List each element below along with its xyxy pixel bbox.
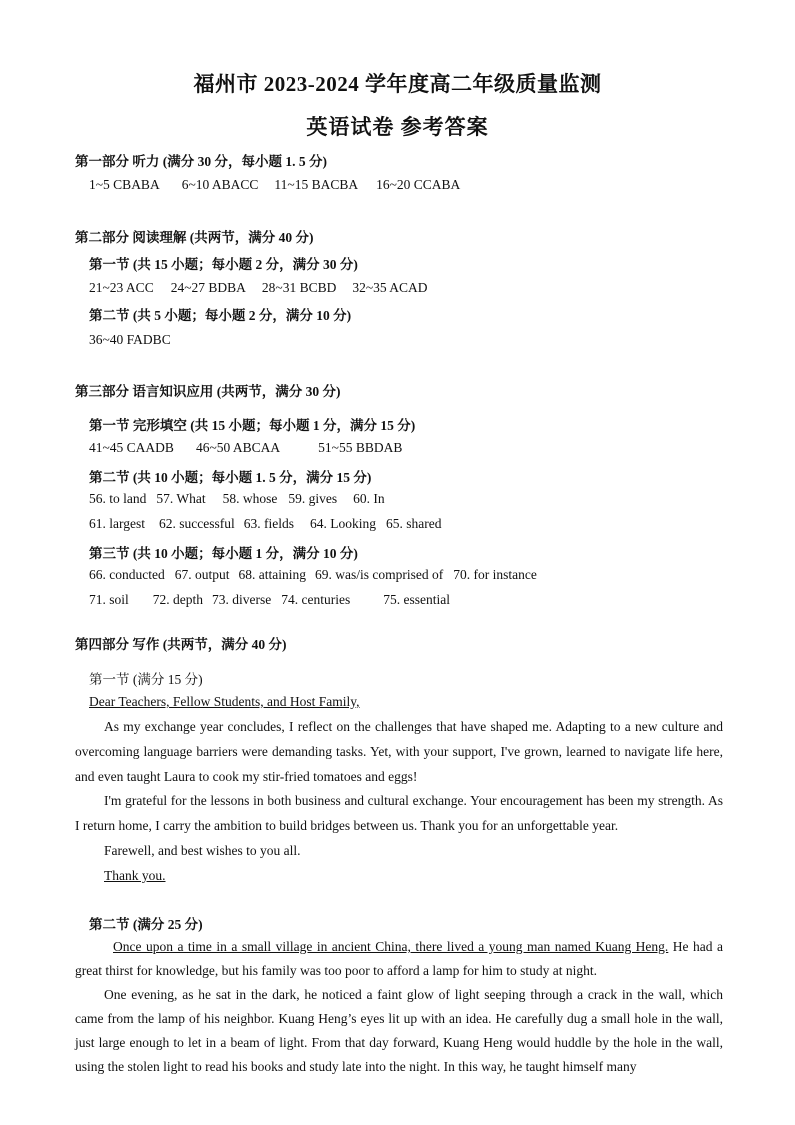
answer-group: 11~15 BACBA (274, 177, 359, 192)
answer-item: 71. soil (89, 592, 129, 607)
letter-paragraph: I'm grateful for the lessons in both business and cultural exchange. Your encouragement has been my strength. As I return home, I carry the ambition to build bridges between us. Thank you for an unforgettable year. (75, 793, 723, 834)
answer-item: 65. shared (385, 516, 442, 531)
part3-section2-row1 (89, 491, 385, 507)
answer-group: 41~45 CAADB (89, 440, 174, 455)
answer-item: 69. was/is comprised of (315, 567, 444, 582)
answer-group: 6~10 ABACC (181, 177, 259, 192)
part2-heading: 第二部分 阅读理解 (共两节，满分 40 分) (75, 230, 314, 245)
letter-body (75, 715, 723, 889)
answer-item: 70. for instance (453, 567, 537, 582)
part3-section3-row1 (89, 567, 537, 583)
letter-salutation: Dear Teachers, Fellow Students, and Host Family, (89, 694, 360, 709)
part2-section1-heading: 第一节 (共 15 小题；每小题 2 分，满分 30 分) (89, 257, 358, 272)
letter-closing-line (75, 864, 723, 889)
page-subtitle: 英语试卷 参考答案 (306, 115, 489, 139)
answer-item: 59. gives (288, 491, 338, 506)
part3-section2-heading: 第二节 (共 10 小题；每小题 1. 5 分，满分 15 分) (89, 470, 372, 485)
story-body (75, 935, 723, 1079)
part2-section1-answers (89, 280, 428, 296)
part2-section2-answers: 36~40 FADBC (89, 332, 171, 347)
story-paragraph: One evening, as he sat in the dark, he noticed a faint glow of light seeping through a crack in the wall, which came from the lamp of his neighbor. Kuang Heng’s eyes lit up with an idea. He carefully dug a small hole in the wall, just large enough to let in a beam of light. From that day forward, Kuang Heng would huddle by the hole in the wall, using the stolen light to read his books and study late into the night. In this way, he taught himself many (75, 987, 723, 1074)
answer-group: 1~5 CBABA (89, 177, 160, 192)
answer-item: 61. largest (89, 516, 145, 531)
answer-item: 58. whose (222, 491, 278, 506)
letter-paragraph: As my exchange year concludes, I reflect on the challenges that have shaped me. Adapting to a new culture and overcoming language barriers were demanding tasks. Yet, with your support, I've grown, learned to navigate life here, and even taught Laura to cook my stir-fried tomatoes and eggs! (75, 719, 723, 784)
story-opening-underlined: Once upon a time in a small village in ancient China, there lived a young man named Kuang Heng. (113, 939, 669, 954)
answer-group: 21~23 ACC (89, 280, 154, 295)
answer-item: 68. attaining (238, 567, 306, 582)
answer-item: 74. centuries (281, 592, 351, 607)
answer-item: 63. fields (243, 516, 294, 531)
answer-item: 57. What (156, 491, 206, 506)
part3-section1-heading: 第一节 完形填空 (共 15 小题；每小题 1 分，满分 15 分) (89, 418, 416, 433)
part4-section1-heading: 第一节 (满分 15 分) (89, 672, 203, 687)
part4-section2-heading: 第二节 (满分 25 分) (89, 917, 203, 932)
answer-group: 28~31 BCBD (261, 280, 337, 295)
part4-heading: 第四部分 写作 (共两节，满分 40 分) (75, 637, 287, 652)
answer-group: 24~27 BDBA (170, 280, 246, 295)
story-paragraph (75, 935, 723, 983)
answer-group: 46~50 ABCAA (195, 440, 281, 455)
answer-item: 62. successful (159, 516, 235, 531)
part3-section1-answers (89, 440, 402, 456)
answer-item: 64. Looking (309, 516, 376, 531)
answer-item: 56. to land (89, 491, 147, 506)
answer-item: 67. output (174, 567, 230, 582)
answer-group: 16~20 CCABA (376, 177, 461, 192)
page-title: 福州市 2023-2024 学年度高二年级质量监测 (193, 72, 602, 96)
answer-item: 72. depth (152, 592, 204, 607)
answer-group: 32~35 ACAD (352, 280, 428, 295)
story-opening-rest: He had a great thirst for knowledge, but his family was too poor to afford a lamp for him to study at night. (75, 939, 723, 978)
answer-item: 73. diverse (212, 592, 272, 607)
part3-heading: 第三部分 语言知识应用 (共两节，满分 30 分) (75, 384, 341, 399)
part2-section2-heading: 第二节 (共 5 小题；每小题 2 分，满分 10 分) (89, 308, 352, 323)
part3-section3-heading: 第三节 (共 10 小题；每小题 1 分，满分 10 分) (89, 546, 358, 561)
letter-paragraph: Farewell, and best wishes to you all. (104, 842, 301, 858)
part3-section2-row2 (89, 516, 441, 532)
part1-heading: 第一部分 听力 (满分 30 分，每小题 1. 5 分) (75, 154, 327, 169)
part3-section3-row2 (89, 592, 450, 608)
part1-answers (89, 177, 460, 193)
answer-group: 51~55 BBDAB (318, 440, 403, 455)
letter-closing: Thank you. (104, 867, 166, 883)
answer-item: 60. In (353, 491, 385, 506)
answer-item: 66. conducted (89, 567, 165, 582)
answer-item: 75. essential (383, 592, 450, 607)
